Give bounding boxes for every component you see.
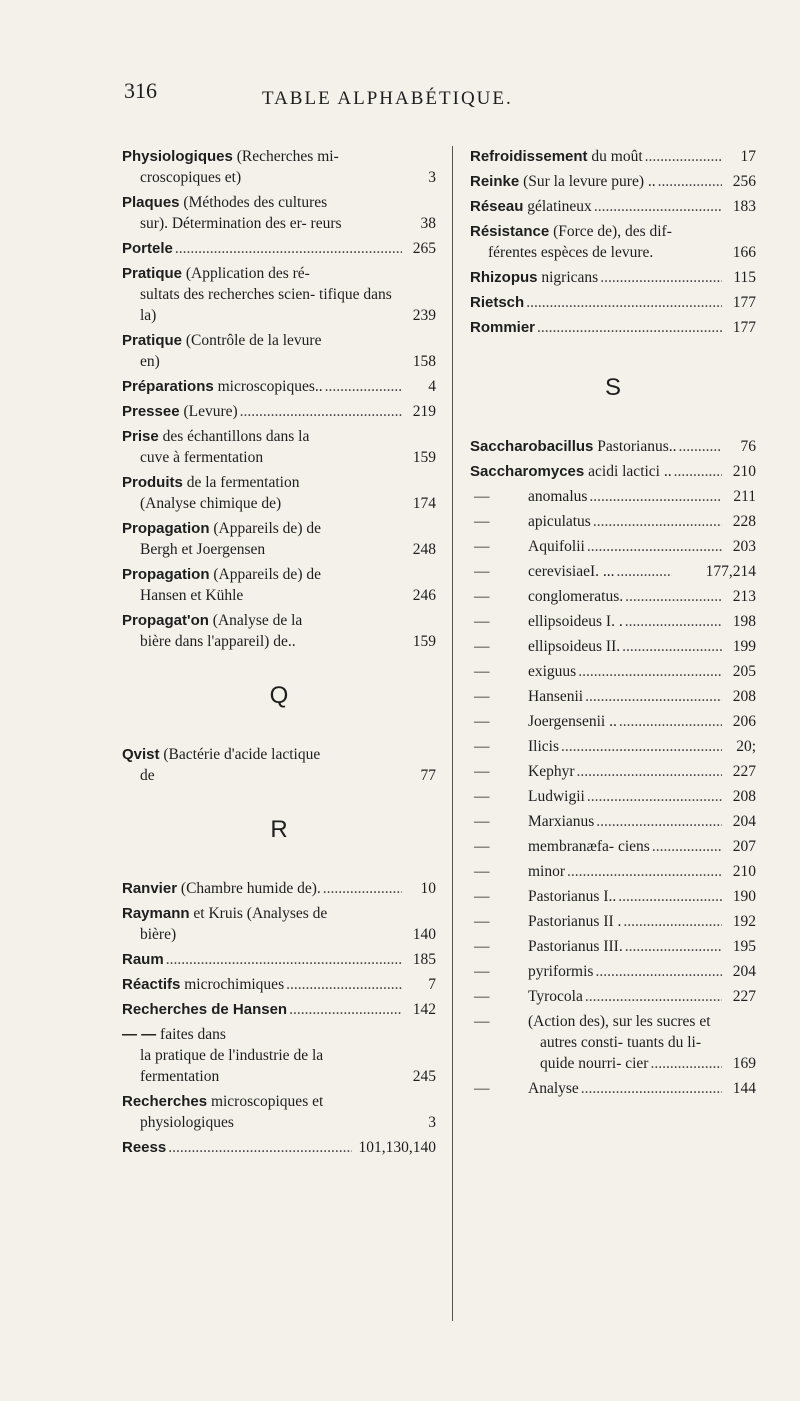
entry-continuation: Hansen et Kühle [140,587,244,604]
page-number: 316 [124,78,157,103]
section-letter-r: R [270,816,288,843]
entry-page: 177 [722,317,756,338]
entry-qualifier: acidi lactici .. [588,463,672,480]
sub-entry-text [470,686,722,707]
index-entry [122,1091,436,1133]
entry-text [122,974,402,995]
entry-page: 159 [402,447,436,468]
entry-qualifier: microscopiques.. [217,378,323,395]
entry-qualifier: (Analyse de la [212,612,303,629]
entry-page: 76 [722,436,756,457]
r-entries-left [122,878,436,1158]
entry-headword: Raymann [122,905,190,922]
entry-qualifier: (Appareils de) de [213,520,321,537]
sub-entry-name: apiculatus [528,513,591,530]
sub-entry [470,836,756,857]
entry-page: 205 [722,661,756,682]
entry-continuation: férentes espèces de levure. [488,244,654,261]
sub-entry-name: Hansenii [528,688,584,705]
entry-page: 208 [722,686,756,707]
entry-headword: Prise [122,428,159,445]
entry-text [122,146,402,188]
entry-page: 195 [722,936,756,957]
entry-qualifier: de la fermentation [186,474,300,491]
q-entries [122,744,436,786]
entry-headword: Propagat'on [122,612,209,629]
sub-entry [470,511,756,532]
entry-text [470,196,722,217]
ditto-dash: — [474,488,490,505]
entry-headword: Recherches de Hansen [122,1001,288,1018]
ditto-dash: — [474,1080,490,1097]
entry-qualifier: (Appareils de) de [213,566,321,583]
entry-headword: Préparations [122,378,214,395]
sub-entry-text [470,561,672,582]
sub-entry [470,536,756,557]
left-column [122,146,436,1162]
entry-headword: Pressee [122,403,180,420]
entry-headword: Saccharobacillus [470,438,594,455]
index-entry [122,238,436,259]
entry-headword: Rietsch [470,294,525,311]
entry-headword: Portele [122,240,173,257]
entry-continuation: sur). Détermination des er- reurs [140,215,342,232]
index-entry [470,461,756,482]
entry-page: 203 [722,536,756,557]
sub-entry-text [470,1078,722,1099]
ditto-dash: — [474,538,490,555]
sub-entry [470,711,756,732]
entry-qualifier: Pastorianus.. [597,438,677,455]
entry-text [122,1137,352,1158]
entry-qualifier: (Sur la levure pure) .. [523,173,656,190]
entry-text [122,564,402,606]
sub-entry-name: Aquifolii [528,538,585,555]
entry-page: 177,214 [672,561,756,582]
entry-qualifier: du moût [591,148,643,165]
sub-entry-name: minor [528,863,566,880]
entry-page: 208 [722,786,756,807]
entry-text [470,221,722,263]
entry-text [122,518,402,560]
sub-entry-text [470,886,722,907]
section-letter-s: S [604,374,621,401]
sub-entry-text [470,961,722,982]
sub-entry-text [470,986,722,1007]
index-entry [122,564,436,606]
entry-page: 169 [722,1053,756,1074]
entry-page: 140 [402,924,436,945]
entry-page: 4 [402,376,436,397]
index-entry [122,376,436,397]
entry-page: 77 [402,765,436,786]
sub-entry-name: cerevisiaeI. ... [528,563,615,580]
ditto-dash: — [474,963,490,980]
entry-headword: Réseau [470,198,524,215]
entry-page: 17 [722,146,756,167]
entry-headword: Résistance [470,223,550,240]
sub-entry-name: Pastorianus II . [528,913,622,930]
entry-text [470,267,722,288]
entry-text [122,376,402,397]
sub-entry-text [470,636,722,657]
index-entry [122,974,436,995]
entry-page: 177 [722,292,756,313]
entry-headword: Rommier [470,319,536,336]
index-entry [122,903,436,945]
sub-entry-text [470,511,722,532]
sub-entry-name: membranæfa- ciens [528,838,650,855]
entry-page: 248 [402,539,436,560]
entry-qualifier: nigricans [541,269,599,286]
ditto-dash: — [474,738,490,755]
entry-page: 199 [722,636,756,657]
sub-entry-name: Joergensenii .. [528,713,617,730]
entry-continuation: (Analyse chimique de) [140,495,282,512]
entry-page: 192 [722,911,756,932]
sub-entry-name: Ilicis [528,738,559,755]
sub-entry-text [470,811,722,832]
entry-text [122,903,402,945]
sub-entry [470,661,756,682]
entry-page: 227 [722,761,756,782]
entry-headword: Qvist [122,746,160,763]
sub-entry-text [470,611,722,632]
entry-continuation: cuve à fermentation [140,449,264,466]
entry-page: 142 [402,999,436,1020]
index-entry [470,221,756,263]
sub-entry [470,936,756,957]
entry-headword: Pratique [122,332,183,349]
entry-headword: Propagation [122,566,210,583]
entry-headword: Réactifs [122,976,181,993]
entry-headword: Propagation [122,520,210,537]
entry-continuation: physiologiques [140,1114,234,1131]
entry-text [122,1024,402,1087]
entry-page: 256 [722,171,756,192]
index-entry [122,263,436,326]
entry-qualifier: microchimiques [184,976,285,993]
entry-page: 204 [722,961,756,982]
entry-continuation: bière) [140,926,177,943]
entry-headword: Raum [122,951,164,968]
entry-qualifier: (Force de), des dif- [553,223,672,240]
sub-entry-text [470,1011,722,1074]
sub-entry [470,986,756,1007]
sub-entry-name: Kephyr [528,763,575,780]
entry-page: 239 [402,305,436,326]
entry-page: 190 [722,886,756,907]
ditto-dash: — [474,563,490,580]
sub-entry-text [470,761,722,782]
sub-entry [470,811,756,832]
s-entries [470,436,756,482]
entry-page: 144 [722,1078,756,1099]
entry-text [122,238,402,259]
entry-continuation: la pratique de l'industrie de la fermentation [140,1047,324,1085]
sub-entry-text [470,711,722,732]
entry-qualifier: des échantillons dans la [162,428,310,445]
entry-continuation: croscopiques et) [140,169,242,186]
index-entry [470,171,756,192]
sub-entry-name: Pastorianus III. [528,938,623,955]
entry-text [122,401,402,422]
index-entry [122,426,436,468]
index-entry [122,744,436,786]
entry-qualifier: (Méthodes des cultures [183,194,328,211]
entry-text [122,192,402,234]
entry-page: 20; [722,736,756,757]
entry-page: 185 [402,949,436,970]
entry-qualifier: microscopiques et [210,1093,324,1110]
entry-text [122,1091,402,1133]
entry-page: 219 [402,401,436,422]
sub-entry [470,636,756,657]
entry-page: 7 [402,974,436,995]
sub-entry [470,911,756,932]
index-entry [470,317,756,338]
ditto-dash: — [474,588,490,605]
index-entry [122,330,436,372]
entry-text [470,317,722,338]
sub-entry-text [470,736,722,757]
index-entry [122,1024,436,1087]
sub-entry-name: pyriformis [528,963,594,980]
ditto-dash: — [474,1013,490,1030]
entry-page: 228 [722,511,756,532]
entry-qualifier: (Contrôle de la levure [185,332,322,349]
index-entry [122,401,436,422]
entry-text [122,878,402,899]
entry-page: 227 [722,986,756,1007]
sub-entry [470,586,756,607]
sub-entry [470,561,756,582]
sub-entry-text [470,786,722,807]
right-column [470,146,756,1103]
column-divider [452,146,453,1321]
ditto-dash: — [474,838,490,855]
entry-page: 210 [722,461,756,482]
entry-headword: Physiologiques [122,148,233,165]
entry-text [122,610,402,652]
ditto-dash: — [474,938,490,955]
sub-entry-name: (Action des), sur les sucres et autres consti- tuants du li- quide nourri- cier [528,1013,711,1072]
ditto-dash: — [474,863,490,880]
entry-qualifier: (Recherches mi- [236,148,339,165]
entry-text [122,999,402,1020]
sub-entry [470,961,756,982]
entry-page: 204 [722,811,756,832]
ditto-dash: — [474,988,490,1005]
index-entry [470,267,756,288]
sub-entry-name: Ludwigii [528,788,585,805]
entry-page: 115 [722,267,756,288]
entry-headword: Produits [122,474,183,491]
ditto-dash: — [474,688,490,705]
sub-entry-name: conglomeratus. [528,588,624,605]
ditto-dash: — [474,788,490,805]
sub-entry-name: ellipsoideus II. [528,638,621,655]
entry-text [122,263,402,326]
sub-entry-text [470,536,722,557]
index-entry [122,192,436,234]
entry-continuation: bière dans l'appareil) de.. [140,633,296,650]
section-letter-q: Q [269,682,289,709]
entry-text [470,436,722,457]
entry-page: 174 [402,493,436,514]
ditto-dash: — [474,638,490,655]
entry-headword: Ranvier [122,880,178,897]
ditto-dash: — [474,813,490,830]
sub-entry-text [470,911,722,932]
sub-entry-name: ellipsoideus I. . [528,613,623,630]
entry-text [122,330,402,372]
entry-page: 158 [402,351,436,372]
sub-entry [470,686,756,707]
running-head: TABLE ALPHABÉTIQUE. [262,88,513,109]
entry-text [122,949,402,970]
r-entries-right [470,146,756,338]
sub-entry [470,761,756,782]
sub-entry-name: exiguus [528,663,577,680]
ditto-dash: — [474,513,490,530]
entry-page: 211 [722,486,756,507]
entry-headword: Pratique [122,265,183,282]
entry-page: 10 [402,878,436,899]
entry-qualifier: et Kruis (Analyses de [193,905,328,922]
entry-headword: Refroidissement [470,148,588,165]
entry-headword: Recherches [122,1093,208,1110]
index-entry [470,146,756,167]
index-entry [122,146,436,188]
index-entry [470,196,756,217]
sub-entry-text [470,936,722,957]
sub-entry-name: Tyrocola [528,988,583,1005]
entry-continuation: Bergh et Joergensen [140,541,266,558]
entry-qualifier: gélatineux [527,198,592,215]
entry-page: 246 [402,585,436,606]
saccharomyces-sub-entries [470,486,756,1099]
entry-page: 3 [402,1112,436,1133]
entry-page: 183 [722,196,756,217]
entry-text [470,461,722,482]
entry-page: 101,130,140 [352,1137,436,1158]
index-entry [470,436,756,457]
sub-entry-name: anomalus [528,488,588,505]
entry-qualifier: (Bactérie d'acide lactique [163,746,321,763]
sub-entry [470,786,756,807]
ditto-dash: — [474,663,490,680]
sub-entry-text [470,586,722,607]
entry-headword: Rhizopus [470,269,538,286]
ditto-dash: — [474,613,490,630]
index-entry [122,610,436,652]
sub-entry [470,861,756,882]
sub-entry [470,1078,756,1099]
entry-page: 3 [402,167,436,188]
entry-headword: — — [122,1026,157,1043]
entry-headword: Reess [122,1139,167,1156]
entry-page: 207 [722,836,756,857]
entry-headword: Plaques [122,194,180,211]
entry-text [122,426,402,468]
entry-page: 38 [402,213,436,234]
entry-page: 198 [722,611,756,632]
p-entries [122,146,436,652]
sub-entry-name: Marxianus [528,813,595,830]
ditto-dash: — [474,888,490,905]
entry-page: 159 [402,631,436,652]
index-entry [122,878,436,899]
entry-continuation: sultats des recherches scien- tifique dans la) [140,286,392,324]
entry-page: 166 [722,242,756,263]
entry-text [122,744,402,786]
entry-text [470,292,722,313]
sub-entry [470,611,756,632]
entry-qualifier: faites dans [160,1026,226,1043]
entry-page: 245 [402,1066,436,1087]
entry-page: 213 [722,586,756,607]
entry-page: 265 [402,238,436,259]
ditto-dash: — [474,913,490,930]
entry-text [470,171,722,192]
index-entry [122,518,436,560]
index-entry [122,949,436,970]
entry-continuation: en) [140,353,160,370]
sub-entry-name: Analyse [528,1080,579,1097]
index-entry [122,1137,436,1158]
entry-qualifier: (Chambre humide de). [180,880,321,897]
sub-entry [470,886,756,907]
entry-continuation: de [140,767,155,784]
index-entry [122,999,436,1020]
entry-text [122,472,402,514]
sub-entry [470,1011,756,1074]
ditto-dash: — [474,763,490,780]
sub-entry [470,486,756,507]
entry-qualifier: (Levure) [183,403,238,420]
entry-headword: Reinke [470,173,520,190]
index-entry [122,472,436,514]
sub-entry-name: Pastorianus I.. [528,888,617,905]
sub-entry-text [470,861,722,882]
entry-page: 206 [722,711,756,732]
ditto-dash: — [474,713,490,730]
entry-headword: Saccharomyces [470,463,585,480]
entry-page: 210 [722,861,756,882]
entry-text [470,146,722,167]
sub-entry-text [470,486,722,507]
sub-entry-text [470,836,722,857]
entry-qualifier: (Application des ré- [185,265,310,282]
sub-entry-text [470,661,722,682]
sub-entry [470,736,756,757]
index-entry [470,292,756,313]
